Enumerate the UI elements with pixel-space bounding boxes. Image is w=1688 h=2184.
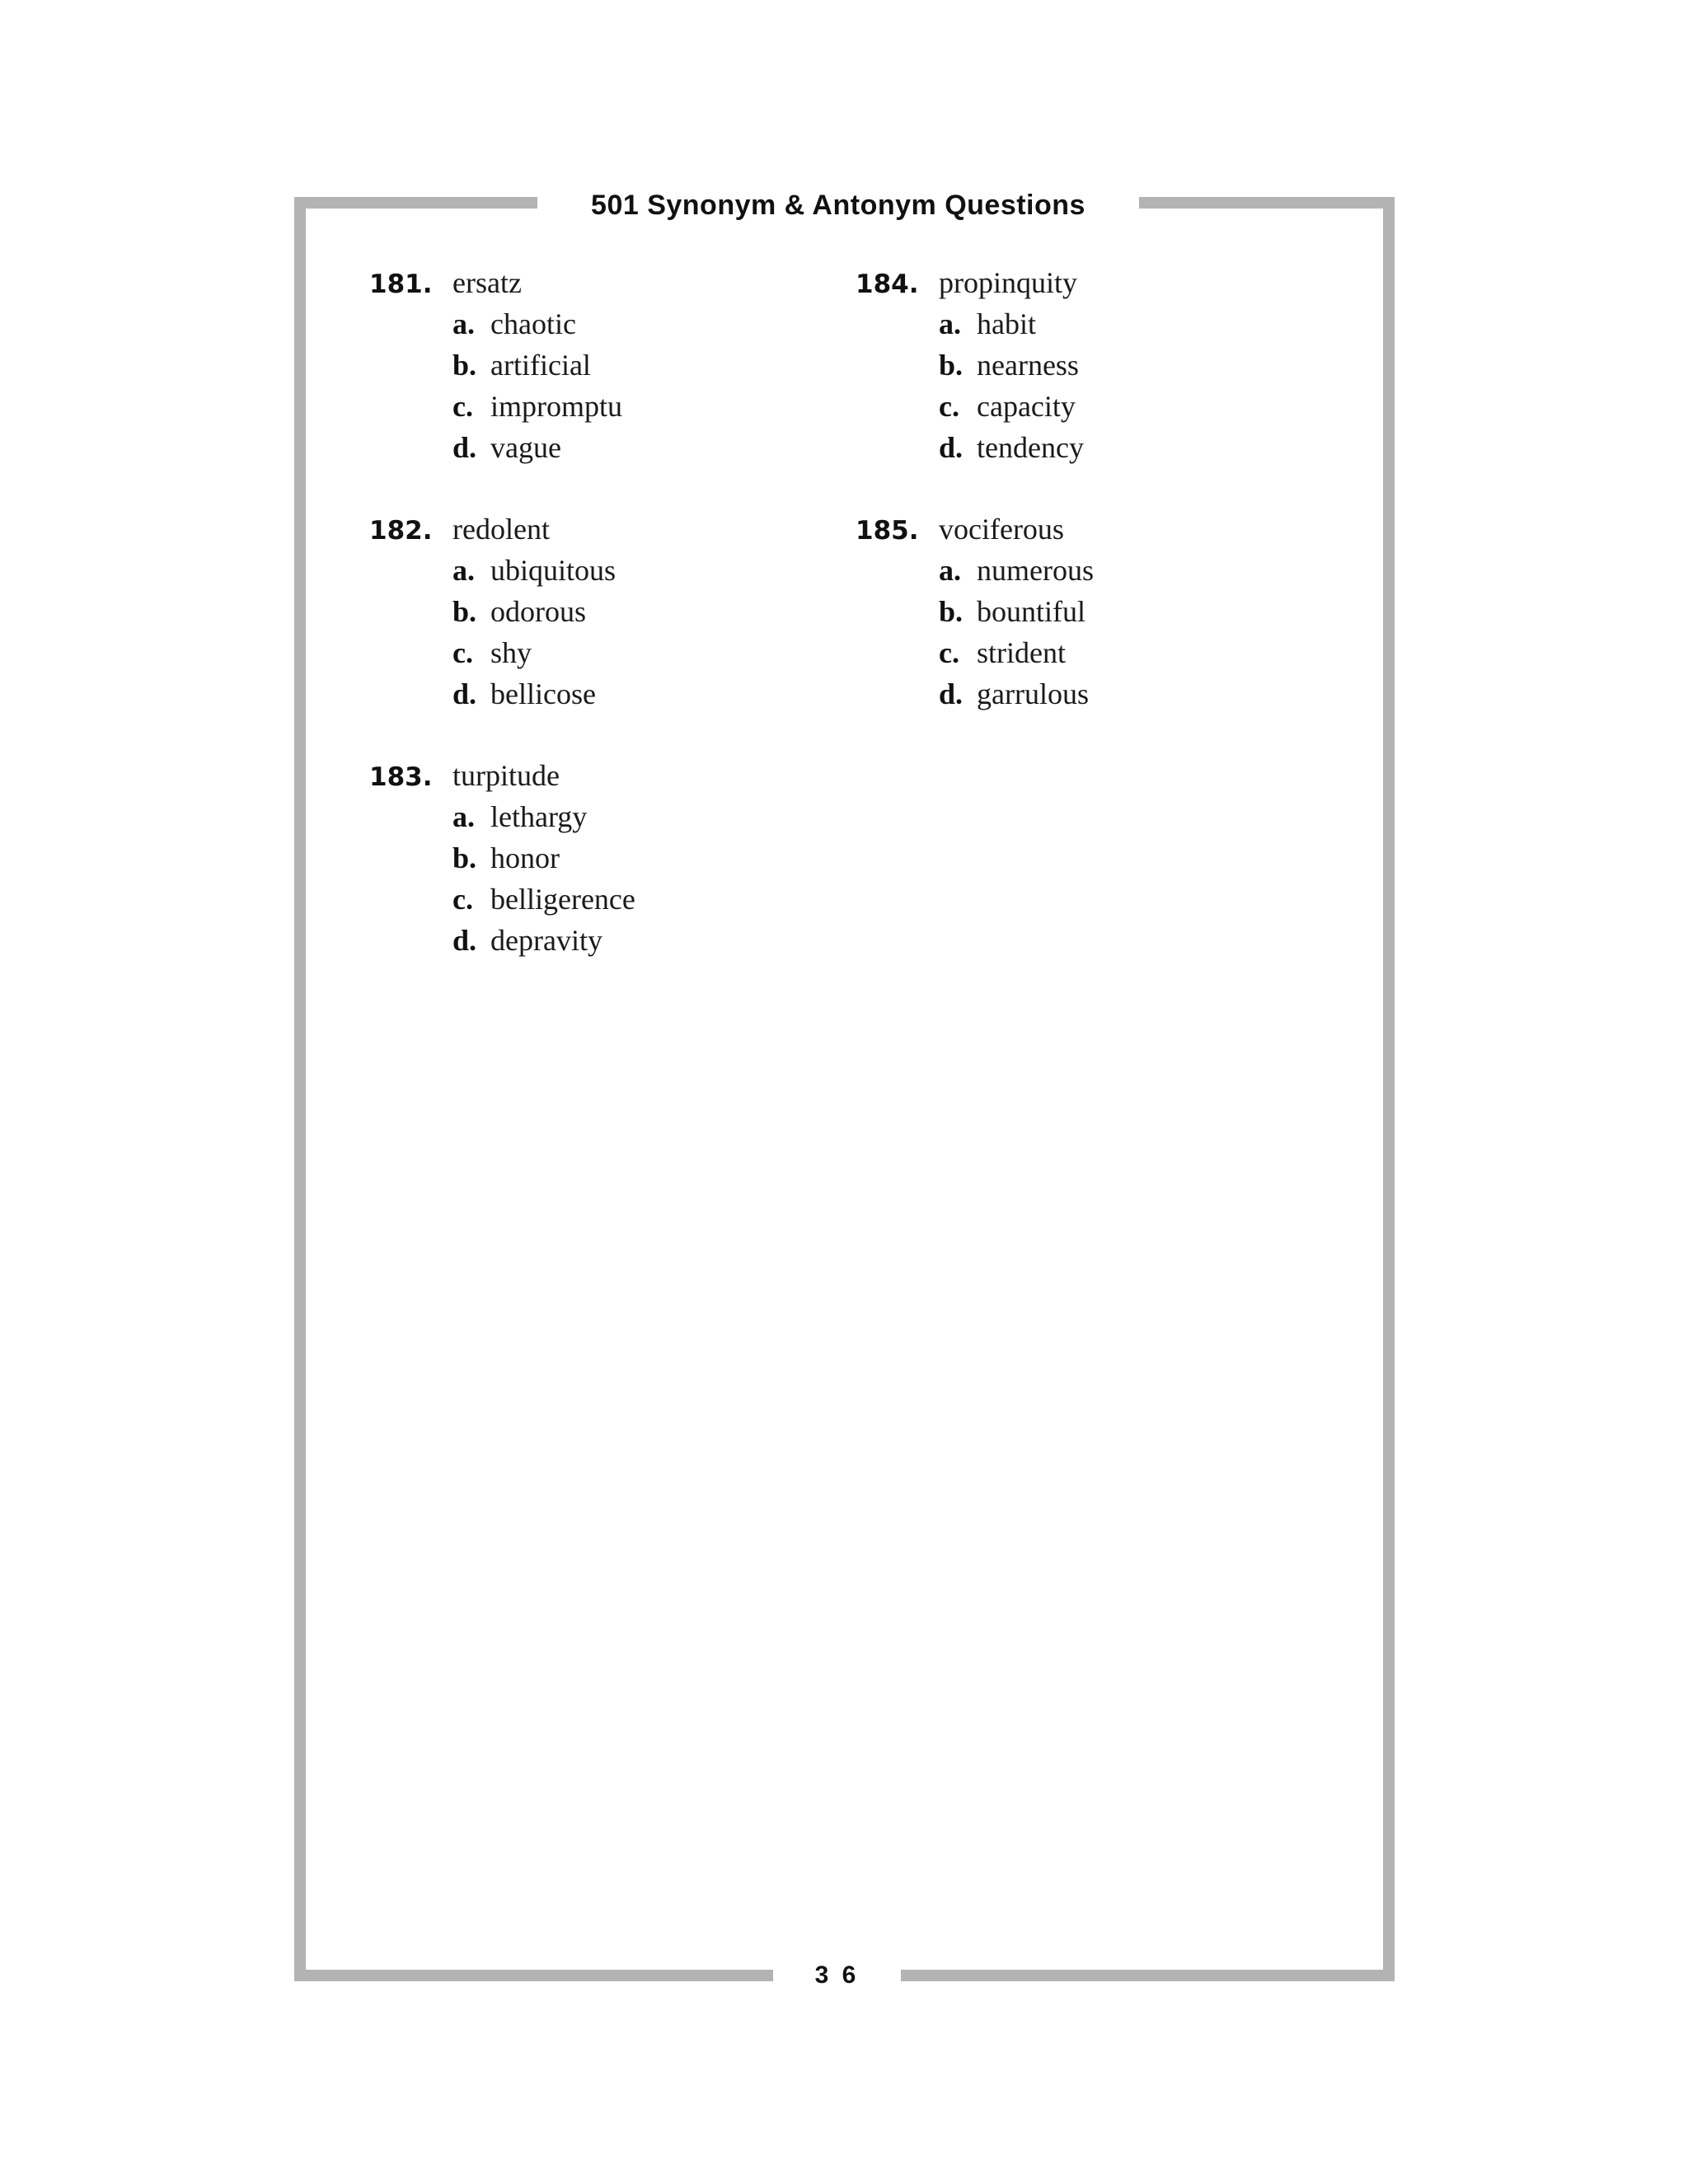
question-182 [369, 509, 635, 715]
question-word: ersatz [452, 266, 522, 299]
option-a [856, 550, 1094, 591]
question-row [369, 755, 635, 796]
option-letter: a. [452, 554, 475, 587]
question-word: redolent [452, 513, 550, 546]
option-d [369, 920, 635, 961]
question-185 [856, 509, 1094, 715]
option-d [856, 427, 1094, 468]
question-row [856, 509, 1094, 550]
option-text: strident [977, 636, 1066, 669]
option-d [369, 673, 635, 715]
option-letter: c. [939, 636, 959, 669]
page-header-title: 501 Synonym & Antonym Questions [591, 190, 1085, 221]
question-row [369, 262, 635, 303]
option-text: artificial [490, 349, 591, 382]
option-letter: c. [939, 390, 959, 423]
option-a [369, 550, 635, 591]
option-letter: b. [939, 349, 964, 382]
option-letter: c. [452, 390, 473, 423]
option-letter: a. [452, 800, 475, 833]
option-text: chaotic [490, 307, 576, 340]
option-text: habit [977, 307, 1036, 340]
option-text: numerous [977, 554, 1094, 587]
option-text: garrulous [977, 677, 1089, 710]
option-b [369, 837, 635, 879]
option-b [856, 344, 1094, 386]
option-c [369, 386, 635, 427]
option-a [369, 303, 635, 344]
option-letter: a. [939, 554, 961, 587]
question-row [369, 509, 635, 550]
option-text: tendency [977, 431, 1084, 464]
option-letter: d. [939, 677, 964, 710]
question-number: 184. [856, 269, 919, 299]
right-question-column [856, 262, 1094, 755]
option-b [856, 591, 1094, 632]
option-text: bellicose [490, 677, 596, 710]
option-letter: a. [452, 307, 475, 340]
option-text: belligerence [490, 883, 635, 916]
option-text: impromptu [490, 390, 622, 423]
option-c [369, 879, 635, 920]
option-letter: b. [939, 595, 964, 628]
option-text: lethargy [490, 800, 588, 833]
option-letter: b. [452, 841, 477, 874]
option-a [369, 796, 635, 837]
option-text: odorous [490, 595, 586, 628]
option-text: capacity [977, 390, 1076, 423]
option-text: depravity [490, 924, 603, 957]
option-letter: c. [452, 883, 473, 916]
option-letter: b. [452, 595, 477, 628]
option-text: vague [490, 431, 561, 464]
question-number: 183. [369, 762, 433, 792]
question-184 [856, 262, 1094, 468]
left-question-column [369, 262, 635, 1001]
option-letter: d. [452, 924, 477, 957]
question-row [856, 262, 1094, 303]
option-text: nearness [977, 349, 1079, 382]
option-text: ubiquitous [490, 554, 617, 587]
option-letter: a. [939, 307, 961, 340]
option-b [369, 344, 635, 386]
option-letter: b. [452, 349, 477, 382]
option-b [369, 591, 635, 632]
option-letter: d. [939, 431, 964, 464]
option-c [856, 386, 1094, 427]
question-word: vociferous [939, 513, 1064, 546]
question-183 [369, 755, 635, 961]
question-number: 185. [856, 516, 919, 546]
question-number: 182. [369, 516, 433, 546]
option-letter: d. [452, 431, 477, 464]
question-word: propinquity [939, 266, 1077, 299]
option-c [856, 632, 1094, 673]
option-c [369, 632, 635, 673]
option-text: honor [490, 841, 560, 874]
question-181 [369, 262, 635, 468]
option-text: shy [490, 636, 532, 669]
option-letter: d. [452, 677, 477, 710]
option-letter: c. [452, 636, 473, 669]
question-number: 181. [369, 269, 433, 299]
option-d [856, 673, 1094, 715]
page-number: 3 6 [814, 1961, 860, 1989]
option-d [369, 427, 635, 468]
option-a [856, 303, 1094, 344]
option-text: bountiful [977, 595, 1085, 628]
question-word: turpitude [452, 759, 560, 792]
